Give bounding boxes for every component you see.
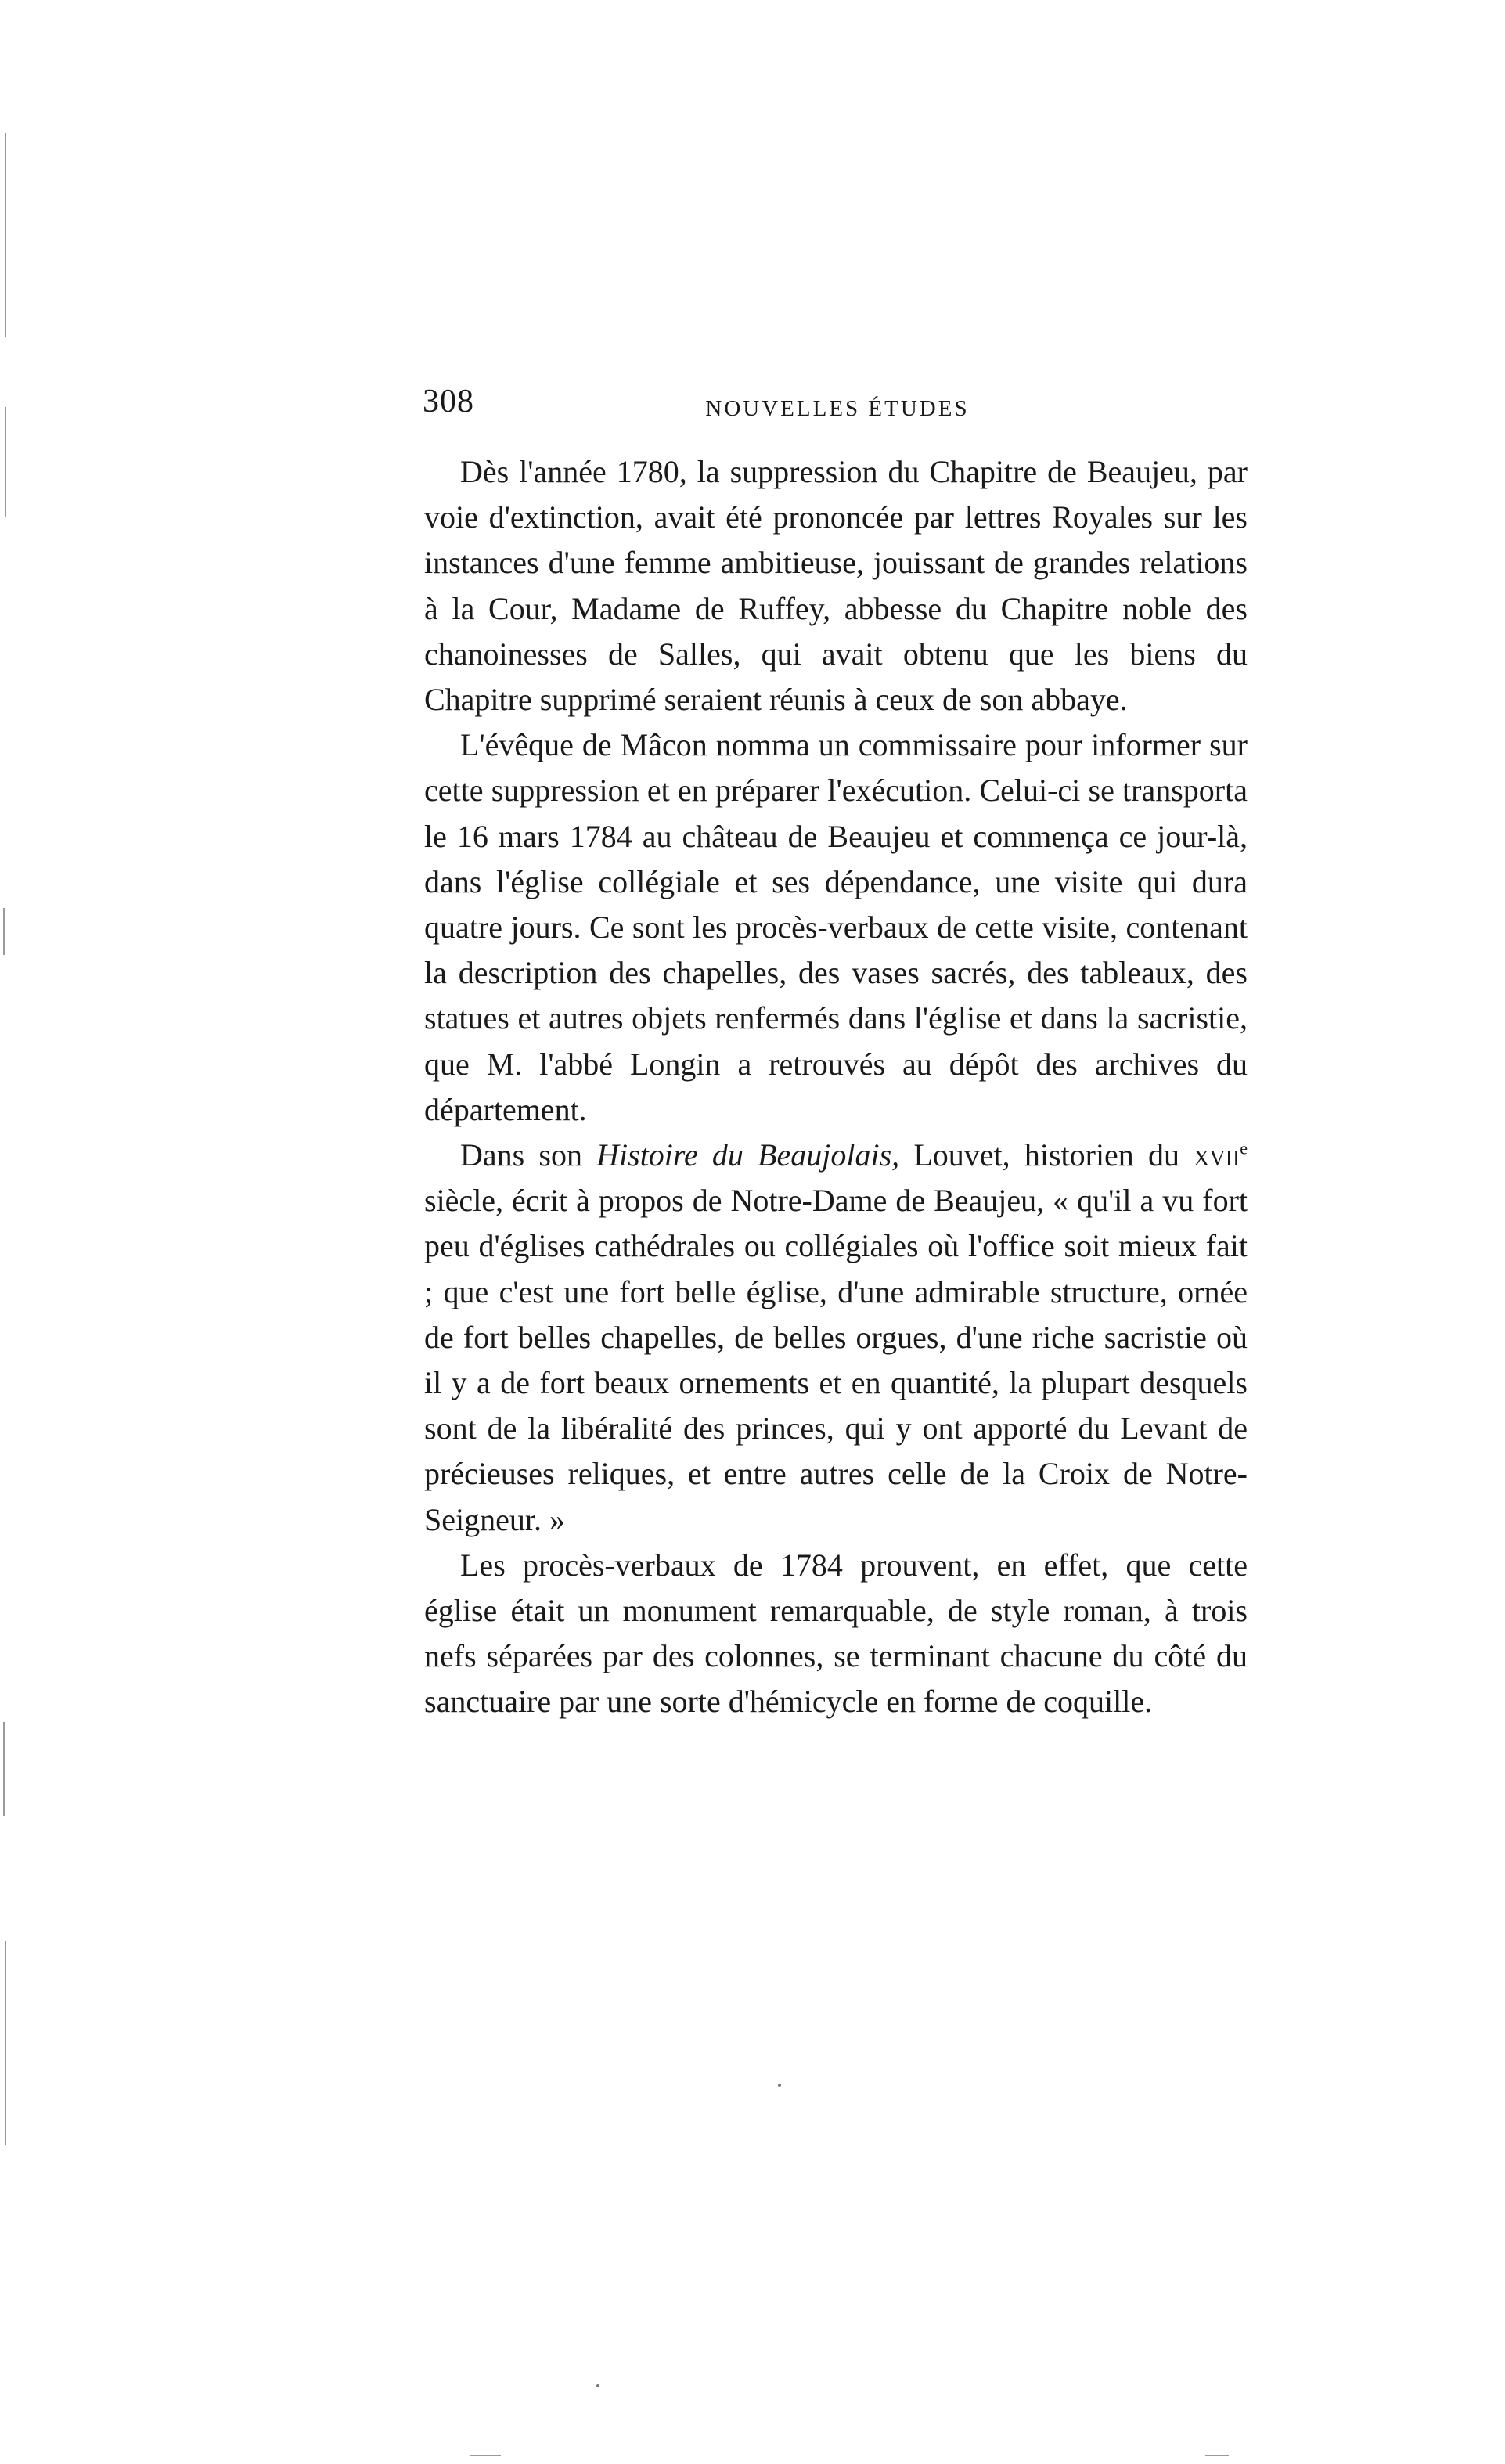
paragraph-3-after-title: Louvet, historien du (913, 1137, 1179, 1173)
scan-speck (778, 2084, 781, 2087)
page-header (423, 385, 1252, 440)
page-number: 308 (423, 384, 474, 420)
scan-edge-mark (5, 1941, 6, 2145)
paragraph-2: L'évêque de Mâcon nomma un commissaire pour informer sur cette suppression et en préparer l'exécution. Celui-ci se transporta le 16 mars 1784 au château de Beaujeu et commença ce jour-là, dans l'église collégiale et ses dépendance, une visite qui dura quatre jours. Ce sont les procès-verbaux de cette visite, contenant la description des chapelles, des vases sacrés, des tableaux, des statues et autres objets renfermés dans l'église et dans la sacristie, que M. l'abbé Longin a retrouvés au dépôt des archives du département. (424, 727, 1248, 1127)
scan-edge-mark (5, 133, 6, 337)
paragraph-1: Dès l'année 1780, la suppression du Chapitre de Beaujeu, par voie d'extinction, avait été prononcée par lettres Royales sur les instances d'une femme ambitieuse, jouissant de grandes relations à la Cour, Madame de Ruffey, abbesse du Chapitre noble des chanoinesses de Salles, qui avait obtenu que les biens du Chapitre supprimé seraient réunis à ceux de son abbaye. (424, 454, 1248, 718)
scan-bottom-mark (470, 2455, 501, 2456)
scan-edge-mark (5, 407, 6, 517)
paragraph-3-rest: siècle, écrit à propos de Notre-Dame de Beaujeu, « qu'il a vu fort peu d'églises cathédrales ou collégiales où l'office soit mieux fait ; que c'est une fort belle église, d'une admirable structure, ornée de fort belles chapelles, de belles orgues, d'une riche sacristie où il y a de fort beaux ornements et en quantité, la plupart desquels sont de la libéralité des princes, qui y ont apporté du Levant de précieuses reliques, et entre autres celle de la Croix de Notre-Seigneur. » (424, 1183, 1248, 1537)
paragraph-4: Les procès-verbaux de 1784 prouvent, en effet, que cette église était un monument remarquable, de style roman, à trois nefs séparées par des colonnes, se terminant chacune du côté du sanctuaire par une sorte d'hémicycle en forme de coquille. (424, 1547, 1248, 1720)
paragraph-3 (424, 1133, 1248, 1543)
scan-edge-mark (3, 1722, 5, 1816)
scan-edge-mark (3, 908, 5, 955)
century-numeral: xvii (1194, 1137, 1240, 1173)
scan-speck (596, 2384, 599, 2387)
scan-bottom-mark (1205, 2455, 1229, 2456)
century-superscript: e (1240, 1138, 1248, 1158)
running-head: NOUVELLES ÉTUDES (705, 396, 970, 421)
book-title: Histoire du Beaujolais, (596, 1137, 900, 1173)
paragraph-3-start: Dans son (460, 1137, 582, 1173)
body-text (424, 449, 1248, 1725)
